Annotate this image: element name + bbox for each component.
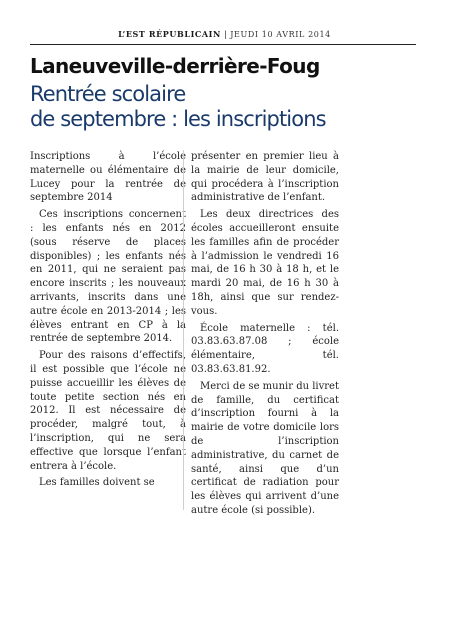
paragraph-admission-dates: Les deux directrices des écoles accueilleront ensuite les familles afin de procéder à l’admission le vendredi 16 mai, de 16 h 30 à 18 h, et le mardi 20 mai, de 16 h 30 à 18h, ainsi que sur rendez-vous. <box>191 209 339 317</box>
article-column-right <box>191 150 339 521</box>
article-column-left <box>30 150 186 493</box>
paragraph-families-continued: présenter en premier lieu à la mairie de leur domicile, qui procédera à l’inscription administrative de l’enfant. <box>191 151 339 204</box>
column-divider <box>183 150 184 510</box>
article-title-line-2: de septembre : les inscriptions <box>30 107 326 131</box>
article-title-line-1: Rentrée scolaire <box>30 82 186 106</box>
paragraph-phone-numbers: École maternelle : tél. 03.83.63.87.08 ; école élémentaire, tél. 03.83.63.81.92. <box>191 322 339 375</box>
paragraph-concerned-children: Ces inscriptions concernent : les enfants nés en 2012 (sous réserve de places disponibles) ; les enfants nés en 2011, qui ne seraient pas encore inscrits ; les nouveaux arrivants, inscrits dans une autre école en 2013-2014 ; les élèves entrant en CP à la rentrée de septembre 2014. <box>30 209 186 345</box>
publication-date: JEUDI 10 AVRIL 2014 <box>230 30 331 39</box>
article-locality: Laneuveville-derrière-Foug <box>30 54 320 78</box>
newspaper-name: L’EST RÉPUBLICAIN <box>118 29 221 39</box>
paragraph-families-start: Les familles doivent se <box>39 477 155 489</box>
paragraph-intro: Inscriptions à l’école maternelle ou élémentaire de Lucey pour la rentrée de septembre 2014 <box>30 151 186 204</box>
paragraph-capacity: Pour des raisons d’effectifs, il est possible que l’école ne puisse accueillir les élèves de toute petite section nés en 2012. Il est nécessaire de procéder, malgré tout, à l’inscription, qui ne sera effective que lorsque l’enfant entrera à l’école. <box>30 350 186 472</box>
masthead-separator: | <box>223 30 228 39</box>
headline-rule <box>30 44 416 45</box>
article-title <box>30 82 430 132</box>
masthead <box>0 29 449 39</box>
paragraph-documents-required: Merci de se munir du livret de famille, du certificat d’inscription fourni à la mairie de votre domicile lors de l’inscription administrative, du carnet de santé, ainsi que d’un certificat de radiation pour les élèves qui arrivent d’une autre école (si possible). <box>191 380 339 516</box>
